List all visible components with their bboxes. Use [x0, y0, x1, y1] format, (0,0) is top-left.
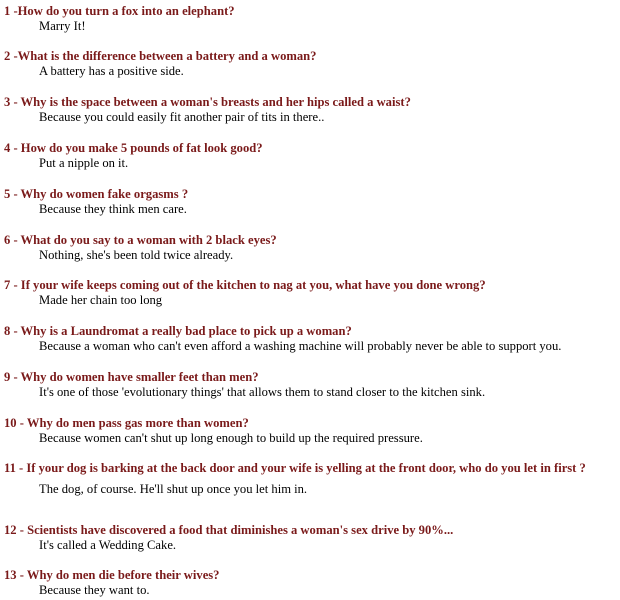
qa-item-9: [4, 370, 485, 400]
qa-item-10: [4, 416, 423, 446]
qa-item-8: [4, 324, 561, 354]
answer-text: Marry It!: [39, 19, 86, 33]
qa-item-5: [4, 187, 188, 217]
answer-text: Because women can't shut up long enough to build up the required pressure.: [39, 431, 423, 445]
question-text: 6 - What do you say to a woman with 2 black eyes?: [4, 233, 277, 247]
answer-text: Made her chain too long: [39, 293, 163, 307]
question-text: 4 - How do you make 5 pounds of fat look good?: [4, 141, 263, 155]
qa-item-3: [4, 95, 411, 125]
answer-text: Because they think men care.: [39, 202, 187, 216]
qa-item-4: [4, 141, 263, 171]
question-text: 2 -What is the difference between a battery and a woman?: [4, 49, 317, 63]
answer-text: Because a woman who can't even afford a washing machine will probably never be able to support you.: [39, 339, 562, 353]
answer-text: Because they want to.: [39, 583, 150, 597]
question-text: 9 - Why do women have smaller feet than men?: [4, 370, 259, 384]
question-text: 10 - Why do men pass gas more than women?: [4, 416, 249, 430]
question-text: 13 - Why do men die before their wives?: [4, 568, 220, 582]
qa-item-2: [4, 49, 316, 79]
question-text: 8 - Why is a Laundromat a really bad place to pick up a woman?: [4, 324, 352, 338]
qa-item-13: [4, 568, 219, 598]
question-text: 5 - Why do women fake orgasms ?: [4, 187, 189, 201]
qa-item-6: [4, 233, 277, 263]
answer-text: It's called a Wedding Cake.: [39, 538, 177, 552]
answer-text: A battery has a positive side.: [39, 64, 184, 78]
answer-text: The dog, of course. He'll shut up once you let him in.: [39, 482, 308, 496]
qa-item-7: [4, 278, 486, 308]
question-text: 12 - Scientists have discovered a food that diminishes a woman's sex drive by 90%...: [4, 523, 454, 537]
question-text: 11 - If your dog is barking at the back door and your wife is yelling at the front door, who do you let in first ?: [4, 461, 586, 475]
answer-text: Nothing, she's been told twice already.: [39, 248, 234, 262]
answer-text: Because you could easily fit another pair of tits in there..: [39, 110, 325, 124]
answer-text: Put a nipple on it.: [39, 156, 129, 170]
question-text: 7 - If your wife keeps coming out of the kitchen to nag at you, what have you done wrong?: [4, 278, 486, 292]
question-text: 1 -How do you turn a fox into an elephant?: [4, 4, 235, 18]
question-text: 3 - Why is the space between a woman's breasts and her hips called a waist?: [4, 95, 411, 109]
answer-text: It's one of those 'evolutionary things' that allows them to stand closer to the kitchen sink.: [39, 385, 486, 399]
qa-item-12: [4, 523, 453, 553]
qa-item-1: [4, 4, 235, 34]
qa-item-11: [4, 461, 616, 497]
